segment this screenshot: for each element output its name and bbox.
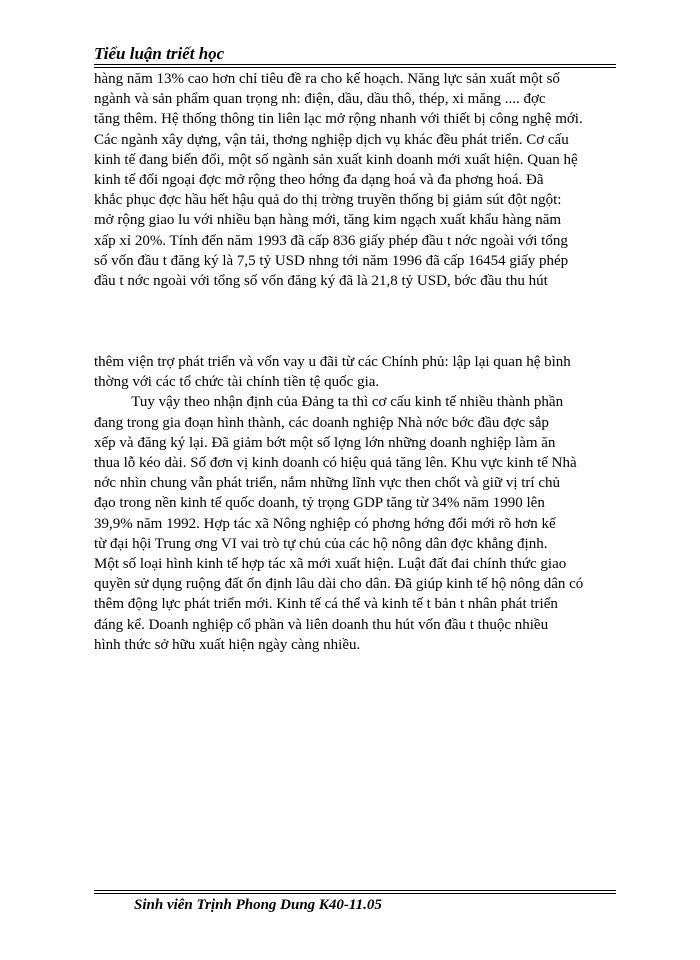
page-footer-text: Sinh viên Trịnh Phong Dung K40-11.05 — [134, 897, 382, 913]
text-line: quyền sử dụng ruộng đất ổn định lâu dài cho dân. Đã giúp kinh tế hộ nông dân có — [94, 576, 584, 593]
text-line: kinh tế đối ngoại đợc mở rộng theo hớng đa dạng hoá và đa phơng hoá. Đã — [94, 172, 544, 189]
text-line: thua lỗ kéo dài. Số đơn vị kinh doanh có hiệu quả tăng lên. Khu vực kinh tế Nhà — [94, 455, 577, 472]
header-rule-upper — [94, 64, 616, 65]
text-line: thờng với các tổ chức tài chính tiền tệ quốc gia. — [94, 374, 380, 391]
text-line: kinh tế đang biến đổi, một số ngành sản xuất kinh doanh mới xuất hiện. Quan hệ — [94, 151, 578, 168]
page-header-title: Tiểu luận triết học — [94, 44, 225, 63]
text-line: Các ngành xây dựng, vận tải, thơng nghiệp dịch vụ khác đều phát triển. Cơ cấu — [94, 131, 569, 148]
text-line: 39,9% năm 1992. Hợp tác xã Nông nghiệp có phơng hớng đổi mới rõ hơn kể — [94, 515, 556, 532]
paragraph-2 — [94, 352, 616, 655]
text-line: Một số loại hình kinh tế hợp tác xã mới xuất hiện. Luật đất đai chính thức giao — [94, 556, 567, 573]
text-line: xấp xỉ 20%. Tính đến năm 1993 đã cấp 836 giấy phép đầu t nớc ngoài với tổng — [94, 232, 568, 249]
text-line: thêm viện trợ phát triển và vốn vay u đãi từ các Chính phủ: lập lại quan hệ bình — [94, 354, 571, 370]
text-line: đang trong gia đoạn hình thành, các doanh nghiệp Nhà nớc bớc đầu đợc sắp — [94, 414, 549, 431]
text-line: thêm động lực phát triển mới. Kinh tế cá thể và kinh tế t bản t nhân phát triển — [94, 596, 558, 613]
header-rule-lower — [94, 67, 616, 68]
text-line: đầu t nớc ngoài với tổng số vốn đăng ký đã là 21,8 tỷ USD, bớc đầu thu hút — [94, 273, 548, 290]
footer-rule-lower — [94, 893, 616, 894]
text-line: ngành và sản phẩm quan trọng nh: điện, dầu, dầu thô, thép, xi măng .... đợc — [94, 91, 546, 108]
text-line: đáng kể. Doanh nghiệp cổ phần và liên doanh thu hút vốn đầu t thuộc nhiều — [94, 616, 549, 633]
paragraph-1 — [94, 69, 616, 291]
text-line: Tuy vậy theo nhận định của Đảng ta thì cơ cấu kinh tế nhiều thành phần — [94, 394, 564, 411]
text-line: hàng năm 13% cao hơn chỉ tiêu đề ra cho kế hoạch. Năng lực sản xuất một số — [94, 71, 560, 87]
text-line: hình thức sở hữu xuất hiện ngày càng nhiều. — [94, 636, 361, 653]
text-line: số vốn đầu t đăng ký là 7,5 tỷ USD nhng tới năm 1996 đã cấp 16454 giấy phép — [94, 252, 569, 269]
footer-rule-upper — [94, 890, 616, 891]
text-line: tăng thêm. Hệ thống thông tin liên lạc mở rộng nhanh với thiết bị công nghệ mới. — [94, 111, 583, 128]
text-line: nớc nhìn chung vẫn phát triển, nắm những lĩnh vực then chốt và giữ vị trí chủ — [94, 475, 560, 492]
text-line: khắc phục đợc hầu hết hậu quả do thị trờng truyền thống bị giảm sút đột ngột: — [94, 192, 562, 209]
text-line: xếp và đăng ký lại. Đã giảm bớt một số lợng lớn những doanh nghiệp làm ăn — [94, 434, 556, 451]
text-line: từ đại hội Trung ơng VI vai trò tự chủ của các hộ nông dân đợc khẳng định. — [94, 535, 548, 552]
text-line: mở rộng giao lu với nhiều bạn hàng mới, tăng kim ngạch xuất khẩu hàng năm — [94, 212, 562, 229]
text-line: đạo trong nền kinh tế quốc doanh, tỷ trọng GDP tăng từ 34% năm 1990 lên — [94, 495, 545, 512]
